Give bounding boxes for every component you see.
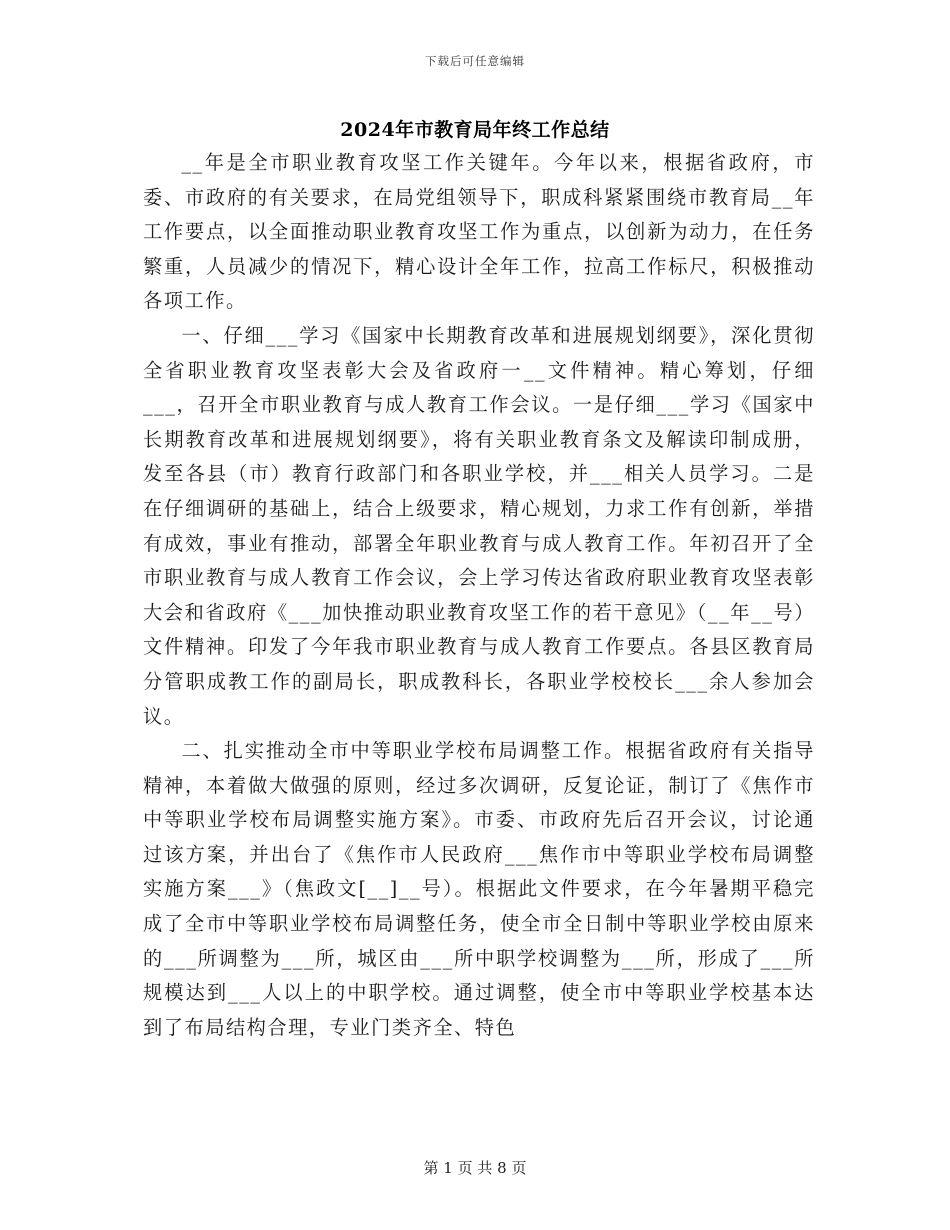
paragraph-section-1: 一、仔细___学习《国家中长期教育改革和进展规划纲要》，深化贯彻全省职业教育攻坚表彰大会及省政府一__文件精神。精心筹划，仔细___，召开全市职业教育与成人教育工作会议。一是仔细___学习《国家中长期教育改革和进展规划纲要》，将有关职业教育条文及解读印制成册，发至各县（市）教育行政部门和各职业学校，并___相关人员学习。二是在仔细调研的基础上，结合上级要求，精心规划，力求工作有创新，举措有成效，事业有推动，部署全年职业教育与成人教育工作。年初召开了全市职业教育与成人教育工作会议，会上学习传达省政府职业教育攻坚表彰大会和省政府《___加快推动职业教育攻坚工作的若干意见》（__年__号）文件精神。印发了今年我市职业教育与成人教育工作要点。各县区教育局分管职成教工作的副局长，职成教科长，各职业学校校长___余人参加会议。 [143,323,815,728]
document-body [143,146,815,1045]
document-title: 2024年市教育局年终工作总结 [340,119,610,141]
header-note: 下载后可任意编辑 [425,54,525,68]
paragraph-section-2: 二、扎实推动全市中等职业学校布局调整工作。根据省政府有关指导精神，本着做大做强的原则，经过多次调研，反复论证，制订了《焦作市中等职业学校布局调整实施方案》。市委、市政府先后召开会议，讨论通过该方案，并出台了《焦作市人民政府___焦作市中等职业学校布局调整实施方案___》（焦政文[__]__号）。根据此文件要求，在今年暑期平稳完成了全市中等职业学校布局调整任务，使全市全日制中等职业学校由原来的___所调整为___所，城区由___所中职学校调整为___所，形成了___所规模达到___人以上的中职学校。通过调整，使全市中等职业学校基本达到了布局结构合理，专业门类齐全、特色 [143,739,815,1039]
page-number: 第 1 页 共 8 页 [423,1159,527,1177]
paragraph-intro: __年是全市职业教育攻坚工作关键年。今年以来，根据省政府，市委、市政府的有关要求，在局党组领导下，职成科紧紧围绕市教育局__年工作要点，以全面推动职业教育攻坚工作为重点，以创新为动力，在任务繁重，人员减少的情况下，精心设计全年工作，拉高工作标尺，积极推动各项工作。 [143,151,815,313]
